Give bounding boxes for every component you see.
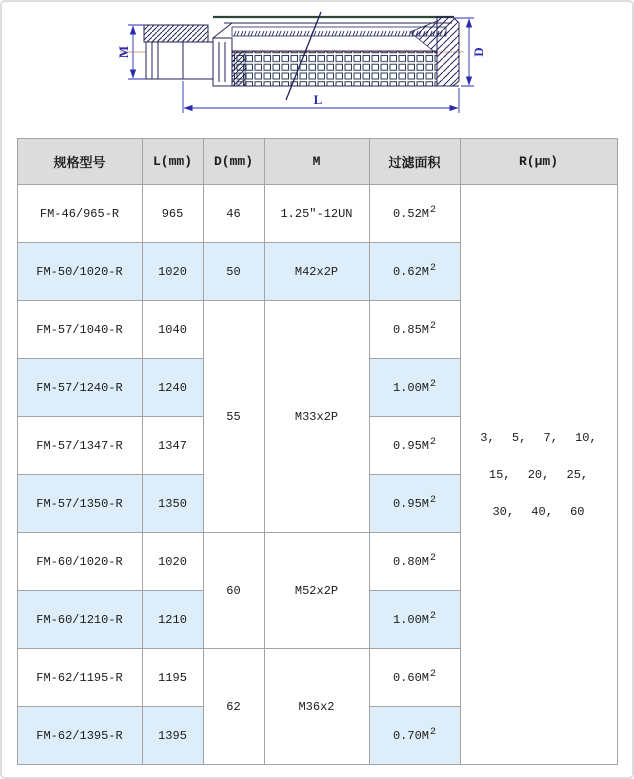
cell-thread: M52x2P	[264, 533, 369, 649]
filter-element-diagram	[2, 2, 632, 134]
cell-filter-area: $0.95M^2$	[369, 475, 460, 533]
cell-filter-area: $0.60M^2$	[369, 649, 460, 707]
cell-filter-area: $0.80M^2$	[369, 533, 460, 591]
cell-model: FM-62/1395-R	[17, 707, 142, 765]
cell-model: FM-46/965-R	[17, 185, 142, 243]
cell-diameter: 60	[203, 533, 264, 649]
cell-length: 1020	[142, 243, 203, 301]
table-row	[17, 185, 617, 243]
cell-model: FM-57/1347-R	[17, 417, 142, 475]
cell-length: 1020	[142, 533, 203, 591]
cell-model: FM-60/1020-R	[17, 533, 142, 591]
column-header-thread: M	[264, 139, 369, 185]
cell-thread: M36x2	[264, 649, 369, 765]
cell-model: FM-57/1040-R	[17, 301, 142, 359]
cell-length: 1195	[142, 649, 203, 707]
column-header-model: 规格型号	[17, 139, 142, 185]
cell-filter-area: $0.95M^2$	[369, 417, 460, 475]
column-header-length: L(mm)	[142, 139, 203, 185]
cell-model: FM-50/1020-R	[17, 243, 142, 301]
cell-filter-area: $0.62M^2$	[369, 243, 460, 301]
cell-filter-area: $0.70M^2$	[369, 707, 460, 765]
cell-diameter: 55	[203, 301, 264, 533]
cell-thread: M33x2P	[264, 301, 369, 533]
cell-model: FM-60/1210-R	[17, 591, 142, 649]
filter-body	[144, 12, 459, 100]
column-header-diameter: D(mm)	[203, 139, 264, 185]
cell-length: 1350	[142, 475, 203, 533]
cell-thread: 1.25"-12UN	[264, 185, 369, 243]
cell-length: 1395	[142, 707, 203, 765]
cell-model: FM-57/1350-R	[17, 475, 142, 533]
header-row	[17, 139, 617, 185]
dimension-label-d: D	[471, 47, 486, 57]
cell-diameter: 50	[203, 243, 264, 301]
thread-hatch	[144, 25, 208, 42]
dimension-label-m: M	[116, 45, 131, 59]
cell-length: 965	[142, 185, 203, 243]
cell-diameter: 62	[203, 649, 264, 765]
cell-length: 1347	[142, 417, 203, 475]
cell-micron-ratings: 3, 5, 7, 10, 15, 20, 25, 30, 40, 60	[460, 185, 617, 765]
cell-filter-area: $0.85M^2$	[369, 301, 460, 359]
cell-filter-area: $1.00M^2$	[369, 359, 460, 417]
cell-diameter: 46	[203, 185, 264, 243]
spec-table	[17, 138, 618, 765]
column-header-filter-area: 过滤面积	[369, 139, 460, 185]
cell-filter-area: $1.00M^2$	[369, 591, 460, 649]
end-cap	[437, 17, 459, 86]
cell-thread: M42x2P	[264, 243, 369, 301]
cell-filter-area: $0.52M^2$	[369, 185, 460, 243]
cell-length: 1240	[142, 359, 203, 417]
cell-model: FM-57/1240-R	[17, 359, 142, 417]
mesh-screen	[232, 51, 437, 86]
dimension-label-l: L	[313, 92, 323, 107]
column-header-micron-rating: R(μm)	[460, 139, 617, 185]
cell-length: 1210	[142, 591, 203, 649]
cell-model: FM-62/1195-R	[17, 649, 142, 707]
technical-drawing	[2, 2, 632, 134]
cell-length: 1040	[142, 301, 203, 359]
